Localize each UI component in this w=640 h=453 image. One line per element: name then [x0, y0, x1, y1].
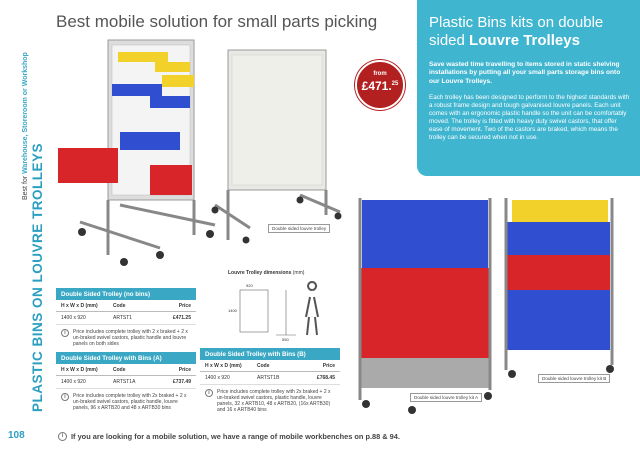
table-row: [200, 372, 340, 385]
dimensions-title: [228, 270, 304, 276]
col-dims: H x W x D (mm): [205, 363, 242, 369]
panel-lead: Save wasted time travelling to items stored in static shelving installations by putting all your small parts storage bins onto our Louvre Trolleys.: [429, 61, 621, 85]
cell-code: ARTST1B: [257, 375, 280, 381]
col-dims: H x W x D (mm): [61, 303, 98, 309]
cell-price: £471.25: [172, 315, 191, 321]
dim-width: 920: [246, 283, 253, 288]
table-no-bins: [56, 288, 196, 351]
panel-title: [429, 14, 630, 50]
table-heading: Double Sided Trolley with Bins (A): [56, 352, 196, 364]
col-code: Code: [257, 363, 270, 369]
panel-title-b: kits on double sided: [429, 14, 604, 49]
cell-price: £737.49: [172, 379, 191, 385]
dimensions-title-text: Louvre Trolley dimensions: [228, 270, 292, 276]
page-headline: Best mobile solution for small parts picking: [56, 12, 378, 31]
col-price: Price: [322, 363, 335, 369]
info-icon: i: [58, 432, 67, 441]
panel-body: Each trolley has been designed to perform to the highest standards with a robust frame design and tough galvanised louvre panels. Each unit comes with an ergonomic plastic handle so the unit can be comfortably moved. The trolley is fitted with heavy duty swivel castors, that offer ease of movement. Two of the castors are braked, which means the trolley can be secured when not in use.: [429, 94, 630, 142]
cell-price: £768.45: [316, 375, 335, 381]
best-for-prefix: Best for: [22, 173, 29, 200]
trolley-kit-a-image: [360, 198, 492, 414]
col-code: Code: [113, 367, 126, 373]
info-panel: [417, 0, 640, 176]
cell-dims: 1400 x 920: [61, 315, 86, 321]
caption-empty-trolley: Double sided louvre trolley: [268, 224, 330, 233]
caption-kit-b: Double sided louvre trolley kit B: [538, 374, 610, 383]
badge-from: from: [373, 71, 387, 77]
badge-price: [357, 79, 403, 93]
cell-dims: 1400 x 920: [61, 379, 86, 385]
badge-price-pounds: £471.: [361, 79, 392, 93]
footer-note: [58, 432, 400, 441]
note-text: Price includes complete trolley with 2x braked + 2 x un-braked swivel castors, plastic handle, louvre panels, 96 x ARTB20 and 48 x ARTB30 bins: [73, 393, 187, 411]
cell-code: ARTST1: [113, 315, 133, 321]
table-header-row: [200, 360, 340, 372]
table-bins-a: [56, 352, 196, 415]
best-for-strong: Warehouse, Storeroom or Workshop: [22, 52, 29, 174]
col-price: Price: [178, 367, 191, 373]
table-heading: Double Sided Trolley (no bins): [56, 288, 196, 300]
section-title: PLASTIC BINS ON LOUVRE TROLLEYS: [30, 142, 45, 412]
trolley-mixed-bins-image: [58, 40, 215, 266]
cell-code: ARTST1A: [113, 379, 136, 385]
col-dims: H x W x D (mm): [61, 367, 98, 373]
col-code: Code: [113, 303, 126, 309]
note-text: Price includes complete trolley with 2x braked + 2 x un-braked swivel castors, plastic handle, louvre panels, 32 x ARTB10, 48 x ARTB20, (16x ARTB30) and 16 x ARTB40 bins: [217, 389, 331, 413]
info-icon: i: [61, 329, 69, 337]
badge-price-pence: 25: [391, 81, 399, 87]
table-bins-b: [200, 348, 340, 417]
table-note: [56, 325, 196, 351]
table-row: [56, 376, 196, 389]
table-row: [56, 312, 196, 325]
page-number: 108: [8, 430, 25, 441]
table-heading: Double Sided Trolley with Bins (B): [200, 348, 340, 360]
dim-depth: 550: [282, 337, 289, 342]
col-price: Price: [178, 303, 191, 309]
info-icon: i: [61, 393, 69, 401]
table-note: [56, 389, 196, 415]
info-icon: i: [205, 389, 213, 397]
caption-kit-a: Double sided louvre trolley kit A: [410, 393, 482, 402]
panel-title-a: Plastic Bins: [429, 14, 507, 31]
dimension-drawing: [240, 282, 318, 335]
dim-height: 1400: [228, 308, 237, 313]
trolley-empty-image: [212, 50, 342, 244]
dimensions-unit: (mm): [291, 270, 305, 276]
cell-dims: 1400 x 920: [205, 375, 230, 381]
table-header-row: [56, 300, 196, 312]
footer-text: If you are looking for a mobile solution, we have a range of mobile workbenches on p.88 & 94.: [71, 432, 400, 441]
panel-title-c: Louvre Trolleys: [469, 32, 580, 49]
price-badge: [355, 60, 405, 110]
note-text: Price includes complete trolley with 2 x braked + 2 x un-braked swivel castors, plastic handle and louvre panels on both sides: [73, 329, 188, 347]
trolley-kit-b-image: [506, 198, 614, 378]
table-note: [200, 385, 340, 417]
table-header-row: [56, 364, 196, 376]
